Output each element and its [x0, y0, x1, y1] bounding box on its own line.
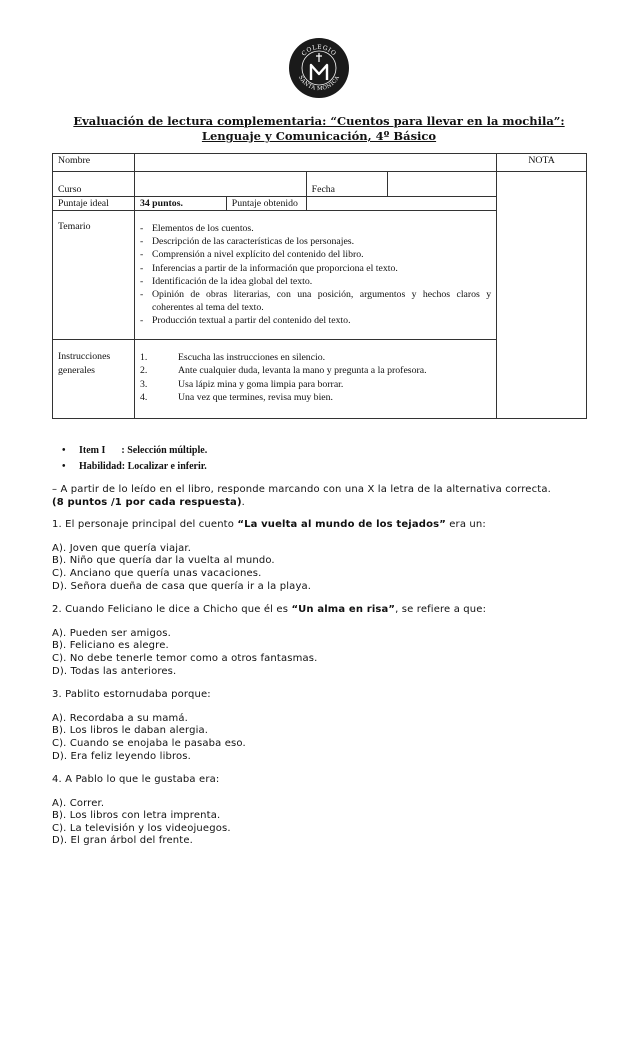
- curso-field[interactable]: [134, 172, 306, 197]
- instruccion-text: Una vez que termines, revisa muy bien.: [177, 392, 334, 404]
- college-seal-icon: [288, 37, 350, 99]
- temario-list: [140, 222, 491, 328]
- instruccion-number: 4.: [139, 392, 148, 404]
- question-4: [52, 774, 592, 787]
- puntaje-ideal-value: 34 puntos.: [134, 197, 226, 211]
- title-line-1: Evaluación de lectura complementaria: “Cuentos para llevar en la mochila”:: [73, 114, 565, 128]
- nombre-field[interactable]: [134, 154, 496, 172]
- option-a[interactable]: A). Pueden ser amigos.: [52, 627, 171, 639]
- temario-item: - Inferencias a partir de la información que proporciona el texto.: [140, 262, 491, 275]
- option-a[interactable]: A). Recordaba a su mamá.: [52, 712, 188, 724]
- instruction-text: [52, 484, 592, 509]
- option-b[interactable]: B). Los libros con letra imprenta.: [52, 810, 221, 822]
- nota-label: NOTA: [497, 154, 587, 172]
- question-text: 2. Cuando Feliciano le dice a Chicho que él es: [52, 604, 292, 616]
- bullet-icon: •: [62, 461, 66, 472]
- option-c[interactable]: C). Anciano que quería unas vacaciones.: [52, 567, 262, 579]
- instruccion-number: 3.: [139, 378, 148, 390]
- instruction-main: – A partir de lo leído en el libro, responde marcando con una X la letra de la alternativa correcta.: [52, 484, 551, 495]
- seal-bottom-text: SANTA MONICA: [296, 74, 342, 93]
- option-a[interactable]: A). Correr.: [52, 797, 105, 809]
- question-text-end: era un:: [445, 519, 486, 531]
- page-title: [60, 114, 578, 144]
- instruction-points-end: .: [241, 496, 246, 508]
- option-c[interactable]: C). La televisión y los videojuegos.: [52, 822, 231, 834]
- option-d[interactable]: D). El gran árbol del frente.: [52, 835, 193, 847]
- option-c[interactable]: C). No debe tenerle temor como a otros fantasmas.: [52, 652, 318, 664]
- puntaje-ideal-label: Puntaje ideal: [53, 197, 135, 211]
- option-d[interactable]: D). Era feliz leyendo libros.: [52, 750, 191, 762]
- instruction-points: (8 puntos /1 por cada respuesta): [52, 496, 242, 508]
- option-d[interactable]: D). Todas las anteriores.: [52, 665, 177, 677]
- bullet-icon: •: [62, 445, 66, 456]
- instruccion-number: 2.: [139, 365, 148, 377]
- puntaje-obtenido-field[interactable]: [306, 197, 497, 211]
- option-d[interactable]: D). Señora dueña de casa que quería ir a la playa.: [52, 580, 312, 592]
- instrucciones-label-line-1: Instrucciones: [58, 350, 111, 362]
- instruccion-item: [140, 391, 491, 405]
- temario-item: - Producción textual a partir del contenido del texto.: [140, 314, 491, 327]
- puntaje-obtenido-label: Puntaje obtenido: [226, 197, 306, 211]
- option-b[interactable]: B). Los libros le daban alergia.: [52, 725, 209, 737]
- option-b[interactable]: B). Feliciano es alegre.: [52, 640, 169, 652]
- seal-top-text: COLEGIO: [300, 43, 338, 58]
- question-bold: “La vuelta al mundo de los tejados”: [237, 519, 446, 531]
- item-label: Item I: [79, 445, 106, 456]
- instruccion-text: Escucha las instrucciones en silencio.: [177, 351, 326, 363]
- instruccion-text: Ante cualquier duda, levanta la mano y pregunta a la profesora.: [177, 365, 427, 377]
- instruccion-text: Usa lápiz mina y goma limpia para borrar.: [177, 378, 344, 390]
- info-table: [52, 153, 587, 419]
- question-1: [52, 519, 592, 532]
- section-header: [62, 443, 207, 475]
- temario-item: - Comprensión a nivel explícito del contenido del libro.: [140, 248, 491, 261]
- question-3: [52, 689, 592, 702]
- question-section: [52, 484, 592, 848]
- habilidad-line: [62, 459, 207, 475]
- option-c[interactable]: C). Cuando se enojaba le pasaba eso.: [52, 737, 246, 749]
- temario-item: - Descripción de las características de los personajes.: [140, 235, 491, 248]
- question-bold: “Un alma en risa”: [291, 604, 396, 616]
- instruccion-item: [140, 351, 491, 365]
- temario-item: - Elementos de los cuentos.: [140, 222, 491, 235]
- question-text: 1. El personaje principal del cuento: [52, 519, 238, 531]
- instruccion-item: [140, 364, 491, 378]
- question-text: 4. A Pablo lo que le gustaba era:: [52, 774, 220, 786]
- temario-label: Temario: [53, 211, 135, 340]
- instruccion-item: [140, 378, 491, 392]
- instruccion-number: 1.: [139, 351, 148, 363]
- item-line: [62, 443, 207, 459]
- curso-label: Curso: [53, 172, 135, 197]
- nota-field[interactable]: [497, 172, 587, 419]
- fecha-field[interactable]: [388, 172, 497, 197]
- instrucciones-list: [140, 351, 491, 405]
- title-line-2: Lenguaje y Comunicación, 4º Básico: [201, 129, 437, 143]
- temario-item: - Identificación de la idea global del texto.: [140, 275, 491, 288]
- question-text: 3. Pablito estornudaba porque:: [52, 689, 211, 701]
- instrucciones-label-line-2: generales: [58, 364, 95, 376]
- item-value: : Selección múltiple.: [121, 445, 208, 456]
- nombre-label: Nombre: [53, 154, 135, 172]
- option-a[interactable]: A). Joven que quería viajar.: [52, 542, 192, 554]
- fecha-label: Fecha: [306, 172, 388, 197]
- instrucciones-label: [53, 339, 135, 418]
- question-2: [52, 604, 592, 617]
- question-text-end: , se refiere a que:: [395, 604, 487, 616]
- temario-item: - Opinión de obras literarias, con una posición, argumentos y hechos claros y coherentes al tema del texto.: [140, 288, 491, 314]
- habilidad-text: Habilidad: Localizar e inferir.: [79, 461, 207, 472]
- option-b[interactable]: B). Niño que quería dar la vuelta al mundo.: [52, 555, 275, 567]
